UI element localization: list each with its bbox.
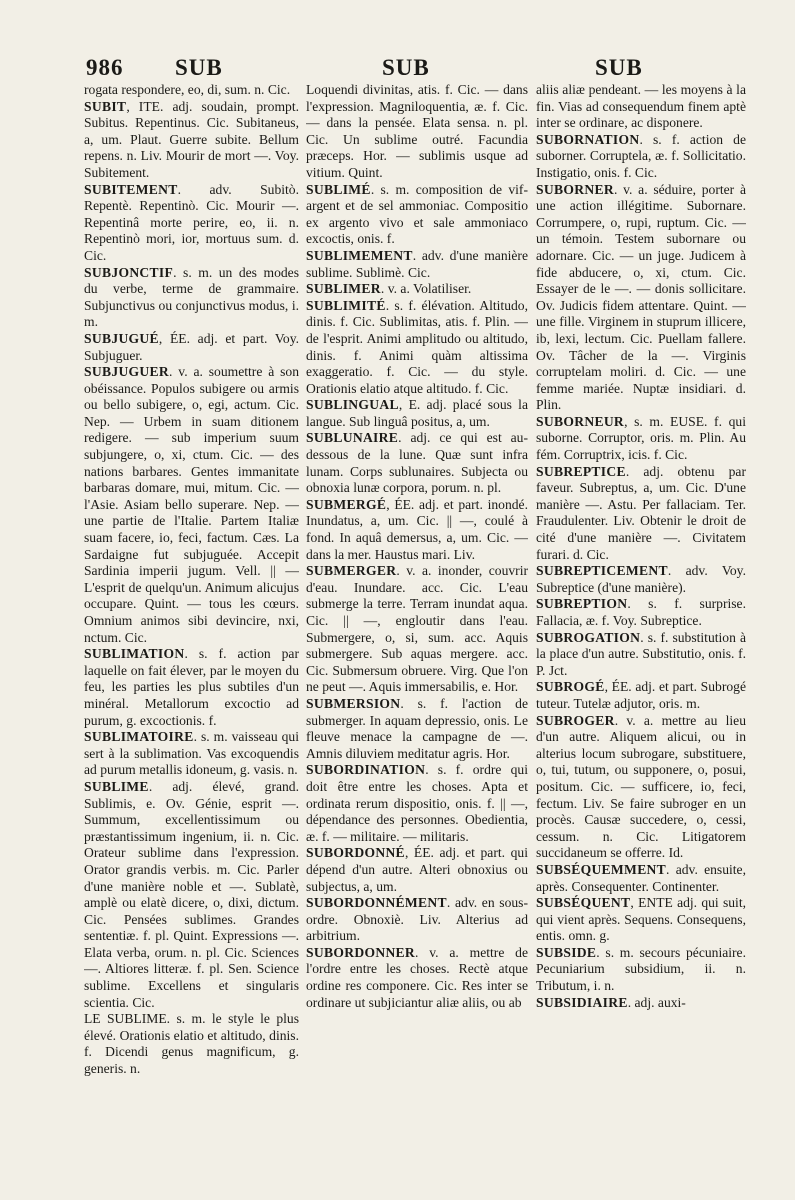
running-head-left: SUB: [175, 55, 223, 80]
headword: SUBSIDE: [536, 944, 597, 960]
headword: SUBORNEUR: [536, 413, 625, 429]
dictionary-entry: SUBORDONNER. v. a. mettre de l'ordre entre les choses. Rectè atque ordine res componere. Cic. Res inter se ordinare ut subjiciantur aliæ aliis, ou ab: [306, 944, 528, 1010]
headword: SUBLINGUAL: [306, 397, 399, 413]
headword: SUBLIMER: [306, 281, 381, 297]
headword: SUBMERGÉ: [306, 496, 387, 512]
headword: SUBMERSION: [306, 695, 401, 711]
dictionary-entry: SUBMERGÉ, ÉE. adj. et part. inondé. Inundatus, a, um. Cic. || —, coulé à fond. In aquâ demersus, a, um. Cic. — dans la mer. Haustus mari. Liv.: [306, 496, 528, 562]
headword: SUBSIDIAIRE: [536, 994, 628, 1010]
dictionary-entry: SUBSÉQUENT, ENTE adj. qui suit, qui vient après. Sequens. Consequens, entis. omn. g.: [536, 895, 746, 944]
headword: SUBROGÉ: [536, 679, 605, 695]
headword: SUBSÉQUEMMENT: [536, 861, 667, 877]
headword: SUBSÉQUENT: [536, 895, 631, 911]
dictionary-entry: SUBLIMER. v. a. Volatiliser.: [306, 281, 472, 297]
dictionary-entry: SUBLIMÉ. s. m. composition de vif-argent et de sel ammoniac. Compositio ex argento vivo et sale ammoniaco excoctis, onis. f.: [306, 181, 528, 247]
headword: SUBORDONNER: [306, 944, 416, 960]
headword: SUBLIMÉ: [306, 181, 371, 197]
headword: SUBLIMITÉ: [306, 297, 386, 313]
dictionary-entry: SUBLIME. adj. élevé, grand. Sublimis, e. Ov. Génie, esprit —. Summum, excellentissimum ou præstantissimum ingenium, ii. n. Cic. Orateur sublime dans l'expression. Orator grandis verbis. m. Cic. Parler d'une manière noble et —. Sublatè, amplè ou elatè dicere, o, dixi, dictum. Cic. Pensées sublimes. Grandes sententiæ. f. pl. Quint. Expressions —. Elata verba, orum. n. pl. Cic. Sciences —. Altiores litteræ. f. pl. Sen. Science sublime. Excellens et singularis scientia. Cic.: [84, 778, 299, 1010]
dictionary-entry: SUBREPTICEMENT. adv. Voy. Subreptice (d'une manière).: [536, 563, 746, 595]
dictionary-entry: SUBLIMEMENT. adv. d'une manière sublime. Sublimè. Cic.: [306, 247, 528, 280]
headword: SUBROGER: [536, 712, 615, 728]
headword: SUBREPTION: [536, 596, 628, 612]
headword: SUBROGATION: [536, 629, 641, 645]
headword: SUBREPTICEMENT: [536, 563, 668, 579]
dictionary-entry: SUBORNER. v. a. séduire, porter à une action illégitime. Subornare. Corrumpere, o, rupi, ruptum. Cic. — un témoin. Testem subornare ou adornare. Cic. — un juge. Judicem à fide abducere, o, xi, ctum. Cic. Essayer de le —. — donis sollicitare. Ov. Judicis fidem attentare. Quint. — une fille. Virginem in stuprum illicere, ib, lexi, lectum. Cic. Puellam fallere. Ov. Tâcher de la —. Virginis corruptelam moliri. d. Cic. — une femme mariée. Nuptæ insidiari. d. Plin.: [536, 181, 746, 413]
headword: SUBJUGUÉ: [84, 330, 159, 346]
headword: SUBJONCTIF: [84, 264, 174, 280]
headword: SUBLIME: [84, 778, 149, 794]
page-number: 986: [86, 55, 124, 80]
dictionary-entry: SUBORDINATION. s. f. ordre qui doit être entre les choses. Apta et ordinata rerum dispositio, onis. f. || —, dépendance des personnes. Obedientia, æ. f. — militaire. — militaris.: [306, 762, 528, 844]
headword: SUBIT: [84, 98, 127, 114]
dictionary-entry: SUBROGATION. s. f. substitution à la place d'un autre. Substitutio, onis. f. P. Jct.: [536, 629, 746, 678]
dictionary-entry: rogata respondere, eo, di, sum. n. Cic.: [84, 82, 291, 97]
dictionary-entry: SUBLIMATOIRE. s. m. vaisseau qui sert à la sublimation. Vas excoquendis ad purum metallis idoneum, g. vasis. n.: [84, 729, 299, 778]
column-center: [306, 82, 528, 1194]
dictionary-entry: aliis aliæ pendeant. — les moyens à la fin. Vias ad consequendum finem aptè inter se ordinare, ac disponere.: [536, 82, 746, 131]
dictionary-entry: SUBSIDE. s. m. secours pécuniaire. Pecuniarium subsidium, ii. n. Tributum, i. n.: [536, 944, 746, 994]
dictionary-entry: Loquendi divinitas, atis. f. Cic. — dans l'expression. Magniloquentia, æ. f. Cic. — dans la pensée. Elata sensa. n. pl. Cic. Un sublime outré. Facundia præceps. Hor. — sublimis usque ad vitium. Quint.: [306, 82, 528, 180]
running-head-right: SUB: [595, 55, 643, 80]
headword: SUBREPTICE: [536, 463, 626, 479]
dictionary-entry: SUBORDONNÉMENT. adv. en sous-ordre. Obnoxiè. Liv. Alterius ad arbitrium.: [306, 895, 528, 944]
dictionary-entry: SUBROGER. v. a. mettre au lieu d'un autre. Aliquem alicui, ou in alterius locum subrogare, substituere, o, tui, tutum, ou supponere, o, posui, positum. Cic. — sufficere, io, feci, fectum. Liv. Se faire subroger en un procès. Causæ succedere, o, cessi, cessum. n. Cic. Litigatorem succidaneum se offerre. Id.: [536, 712, 746, 861]
dictionary-entry: SUBIT, ITE. adj. soudain, prompt. Subitus. Repentinus. Cic. Subitaneus, a, um. Plaut. Guerre subite. Bellum repens. n. Liv. Mourir de mort —. Voy. Subitement.: [84, 98, 299, 180]
headword: SUBLIMEMENT: [306, 247, 413, 263]
headword: SUBITEMENT: [84, 181, 178, 197]
column-right: [536, 82, 746, 1194]
headword: SUBMERGER: [306, 563, 397, 579]
dictionary-entry: SUBSÉQUEMMENT. adv. ensuite, après. Consequenter. Continenter.: [536, 861, 746, 894]
dictionary-entry: SUBMERGER. v. a. inonder, couvrir d'eau. Inundare. acc. Cic. L'eau submerge la terre. Terram inundat aqua. Cic. || —, engloutir dans l'eau. Submergere, o, si, sum. acc. Aquis submergere. Sub aquas mergere. acc. Cic. Submersum obruere. Virg. Que l'on ne peut —. Aquis immersabilis, e. Hor.: [306, 563, 528, 695]
headword: SUBORDONNÉ: [306, 845, 405, 861]
dictionary-entry: SUBROGÉ, ÉE. adj. et part. Subrogé tuteur. Tutelæ adjutor, oris. m.: [536, 679, 746, 711]
headword: SUBLIMATOIRE: [84, 729, 194, 745]
dictionary-entry: SUBORDONNÉ, ÉE. adj. et part. qui dépend d'un autre. Alteri obnoxius ou subjectus, a, um.: [306, 845, 528, 894]
dictionary-entry: SUBLIMATION. s. f. action par laquelle on fait élever, par le moyen du feu, les parties les plus subtiles d'un minéral. Metallorum excoctio ad purum, g. excoctionis. f.: [84, 646, 299, 728]
running-head-center: SUB: [382, 55, 430, 80]
dictionary-entry: SUBORNATION. s. f. action de suborner. Corruptela, æ. f. Sollicitatio. Instigatio, onis. f. Cic.: [536, 131, 746, 180]
headword: SUBORNATION: [536, 131, 640, 147]
dictionary-entry: SUBLINGUAL, E. adj. placé sous la langue. Sub linguâ positus, a, um.: [306, 397, 528, 429]
headword: SUBLIMATION: [84, 646, 185, 662]
headword: SUBORDONNÉMENT: [306, 895, 447, 911]
dictionary-entry: SUBJONCTIF. s. m. un des modes du verbe, terme de grammaire. Subjunctivus ou conjunctivus modus, i. m.: [84, 264, 299, 330]
dictionary-entry: SUBJUGUÉ, ÉE. adj. et part. Voy. Subjuguer.: [84, 330, 299, 363]
headword: SUBJUGUER: [84, 364, 170, 380]
column-left: [84, 82, 299, 1194]
dictionary-entry: SUBREPTION. s. f. surprise. Fallacia, æ. f. Voy. Subreptice.: [536, 596, 746, 628]
headword: SUBLUNAIRE: [306, 430, 399, 446]
dictionary-entry: SUBLUNAIRE. adj. ce qui est au-dessous de la lune. Quæ sunt infra lunam. Corps sublunaires. Subjecta ou obnoxia lunæ corpora, porum. n. pl.: [306, 430, 528, 496]
dictionary-entry: SUBJUGUER. v. a. soumettre à son obéissance. Populos subigere ou armis ou bello subigere, o, egi, actum. Cic. Nep. — Urbem in suam ditionem redigere. — sub imperium suum subjungere, o, xi, ctum. Cic. — des nations barbares. Gentes immanitate barbaras domare, mui, mitum. Cic. — l'Asie. Asiam bello superare. Nep. — une partie de l'Italie. Partem Italiæ suam facere, io, feci, factum. Cæs. La Sardaigne fut subjuguée. Accepit Sardinia imperii jugum. Vell. || — L'esprit de quelqu'un. Animum alicujus occupare. Quint. — tous les cœurs. Omnium animos sibi devincire, nxi, nctum. Cic.: [84, 364, 299, 645]
dictionary-entry: SUBMERSION. s. f. l'action de submerger. In aquam depressio, onis. Le fleuve menace la campagne de —. Amnis diluviem meditatur agris. Hor.: [306, 695, 528, 761]
headword: SUBORNER: [536, 181, 614, 197]
dictionary-entry: SUBITEMENT. adv. Subitò. Repentè. Repentinò. Cic. Mourir —. Repentinâ morte perire, eo, ii. n. Repentinò mori, ior, mortuus sum. d. Cic.: [84, 181, 299, 263]
dictionary-entry: SUBORNEUR, s. m. EUSE. f. qui suborne. Corruptor, oris. m. Plin. Au fém. Corruptrix, icis. f. Cic.: [536, 413, 746, 463]
dictionary-entry: SUBLIMITÉ. s. f. élévation. Altitudo, dinis. f. Cic. Sublimitas, atis. f. Plin. — de l'esprit. Animi amplitudo ou altitudo, dinis. f. Animi quàm altissima exaggeratio. f. Cic. — du style. Orationis elatio atque altitudo. f. Cic.: [306, 297, 528, 396]
dictionary-entry: LE SUBLIME. s. m. le style le plus élevé. Orationis elatio et altitudo, dinis. f. Dicendi genus magnificum, g. generis. n.: [84, 1011, 299, 1077]
headword: SUBORDINATION: [306, 762, 426, 778]
dictionary-entry: SUBSIDIAIRE. adj. auxi-: [536, 994, 686, 1010]
dictionary-entry: SUBREPTICE. adj. obtenu par faveur. Subreptus, a, um. Cic. D'une manière —. Astu. Per fallaciam. Ter. Fraudulenter. Liv. Obtenir le droit de cité d'une manière —. Civitatem furari. d. Cic.: [536, 463, 746, 562]
